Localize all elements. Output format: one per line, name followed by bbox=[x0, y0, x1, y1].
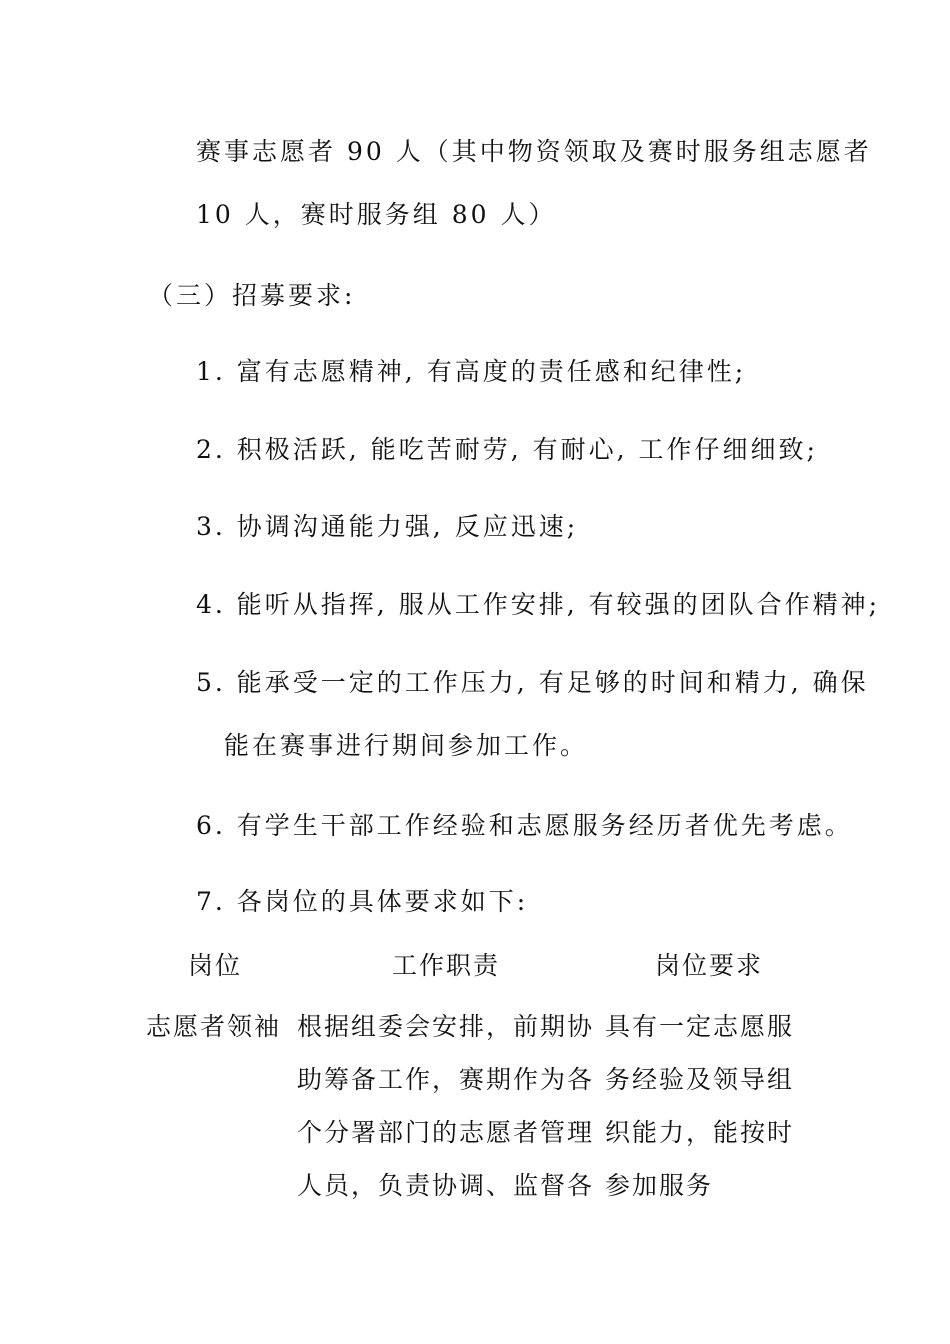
table-cell-duties-line-3: 个分署部门的志愿者管理 bbox=[297, 1118, 595, 1147]
intro-line-1: 赛事志愿者 90 人（其中物资领取及赛时服务组志愿者 bbox=[196, 137, 872, 166]
table-cell-requirements-line-1: 具有一定志愿服 bbox=[605, 1012, 795, 1041]
table-cell-requirements-line-4: 参加服务 bbox=[605, 1171, 714, 1200]
requirement-item-3: 3. 协调沟通能力强, 反应迅速; bbox=[196, 512, 579, 541]
table-cell-duties-line-2: 助筹备工作，赛期作为各 bbox=[297, 1065, 595, 1094]
table-cell-post: 志愿者领袖 bbox=[146, 1012, 282, 1041]
requirement-item-5: 5. 能承受一定的工作压力, 有足够的时间和精力, 确保 bbox=[196, 668, 869, 697]
requirement-item-6: 6. 有学生干部工作经验和志愿服务经历者优先考虑。 bbox=[196, 811, 853, 840]
table-header-post: 岗位 bbox=[188, 951, 243, 980]
requirement-item-5-continued: 能在赛事进行期间参加工作。 bbox=[224, 731, 589, 760]
table-header-requirements: 岗位要求 bbox=[655, 951, 764, 980]
requirement-item-7: 7. 各岗位的具体要求如下: bbox=[196, 887, 529, 916]
requirement-item-2: 2. 积极活跃, 能吃苦耐劳, 有耐心, 工作仔细细致; bbox=[196, 435, 818, 464]
intro-line-2: 10 人，赛时服务组 80 人） bbox=[196, 200, 557, 229]
table-cell-duties-line-4: 人员，负责协调、监督各 bbox=[297, 1171, 595, 1200]
table-cell-requirements-line-3: 织能力，能按时 bbox=[605, 1118, 795, 1147]
table-cell-requirements-line-2: 务经验及领导组 bbox=[605, 1065, 795, 1094]
requirement-item-1: 1. 富有志愿精神, 有高度的责任感和纪律性; bbox=[196, 357, 747, 386]
table-header-duties: 工作职责 bbox=[392, 951, 501, 980]
section-heading: （三）招募要求: bbox=[148, 281, 356, 310]
requirement-item-4: 4. 能听从指挥, 服从工作安排, 有较强的团队合作精神; bbox=[196, 590, 881, 619]
table-cell-duties-line-1: 根据组委会安排，前期协 bbox=[297, 1012, 595, 1041]
